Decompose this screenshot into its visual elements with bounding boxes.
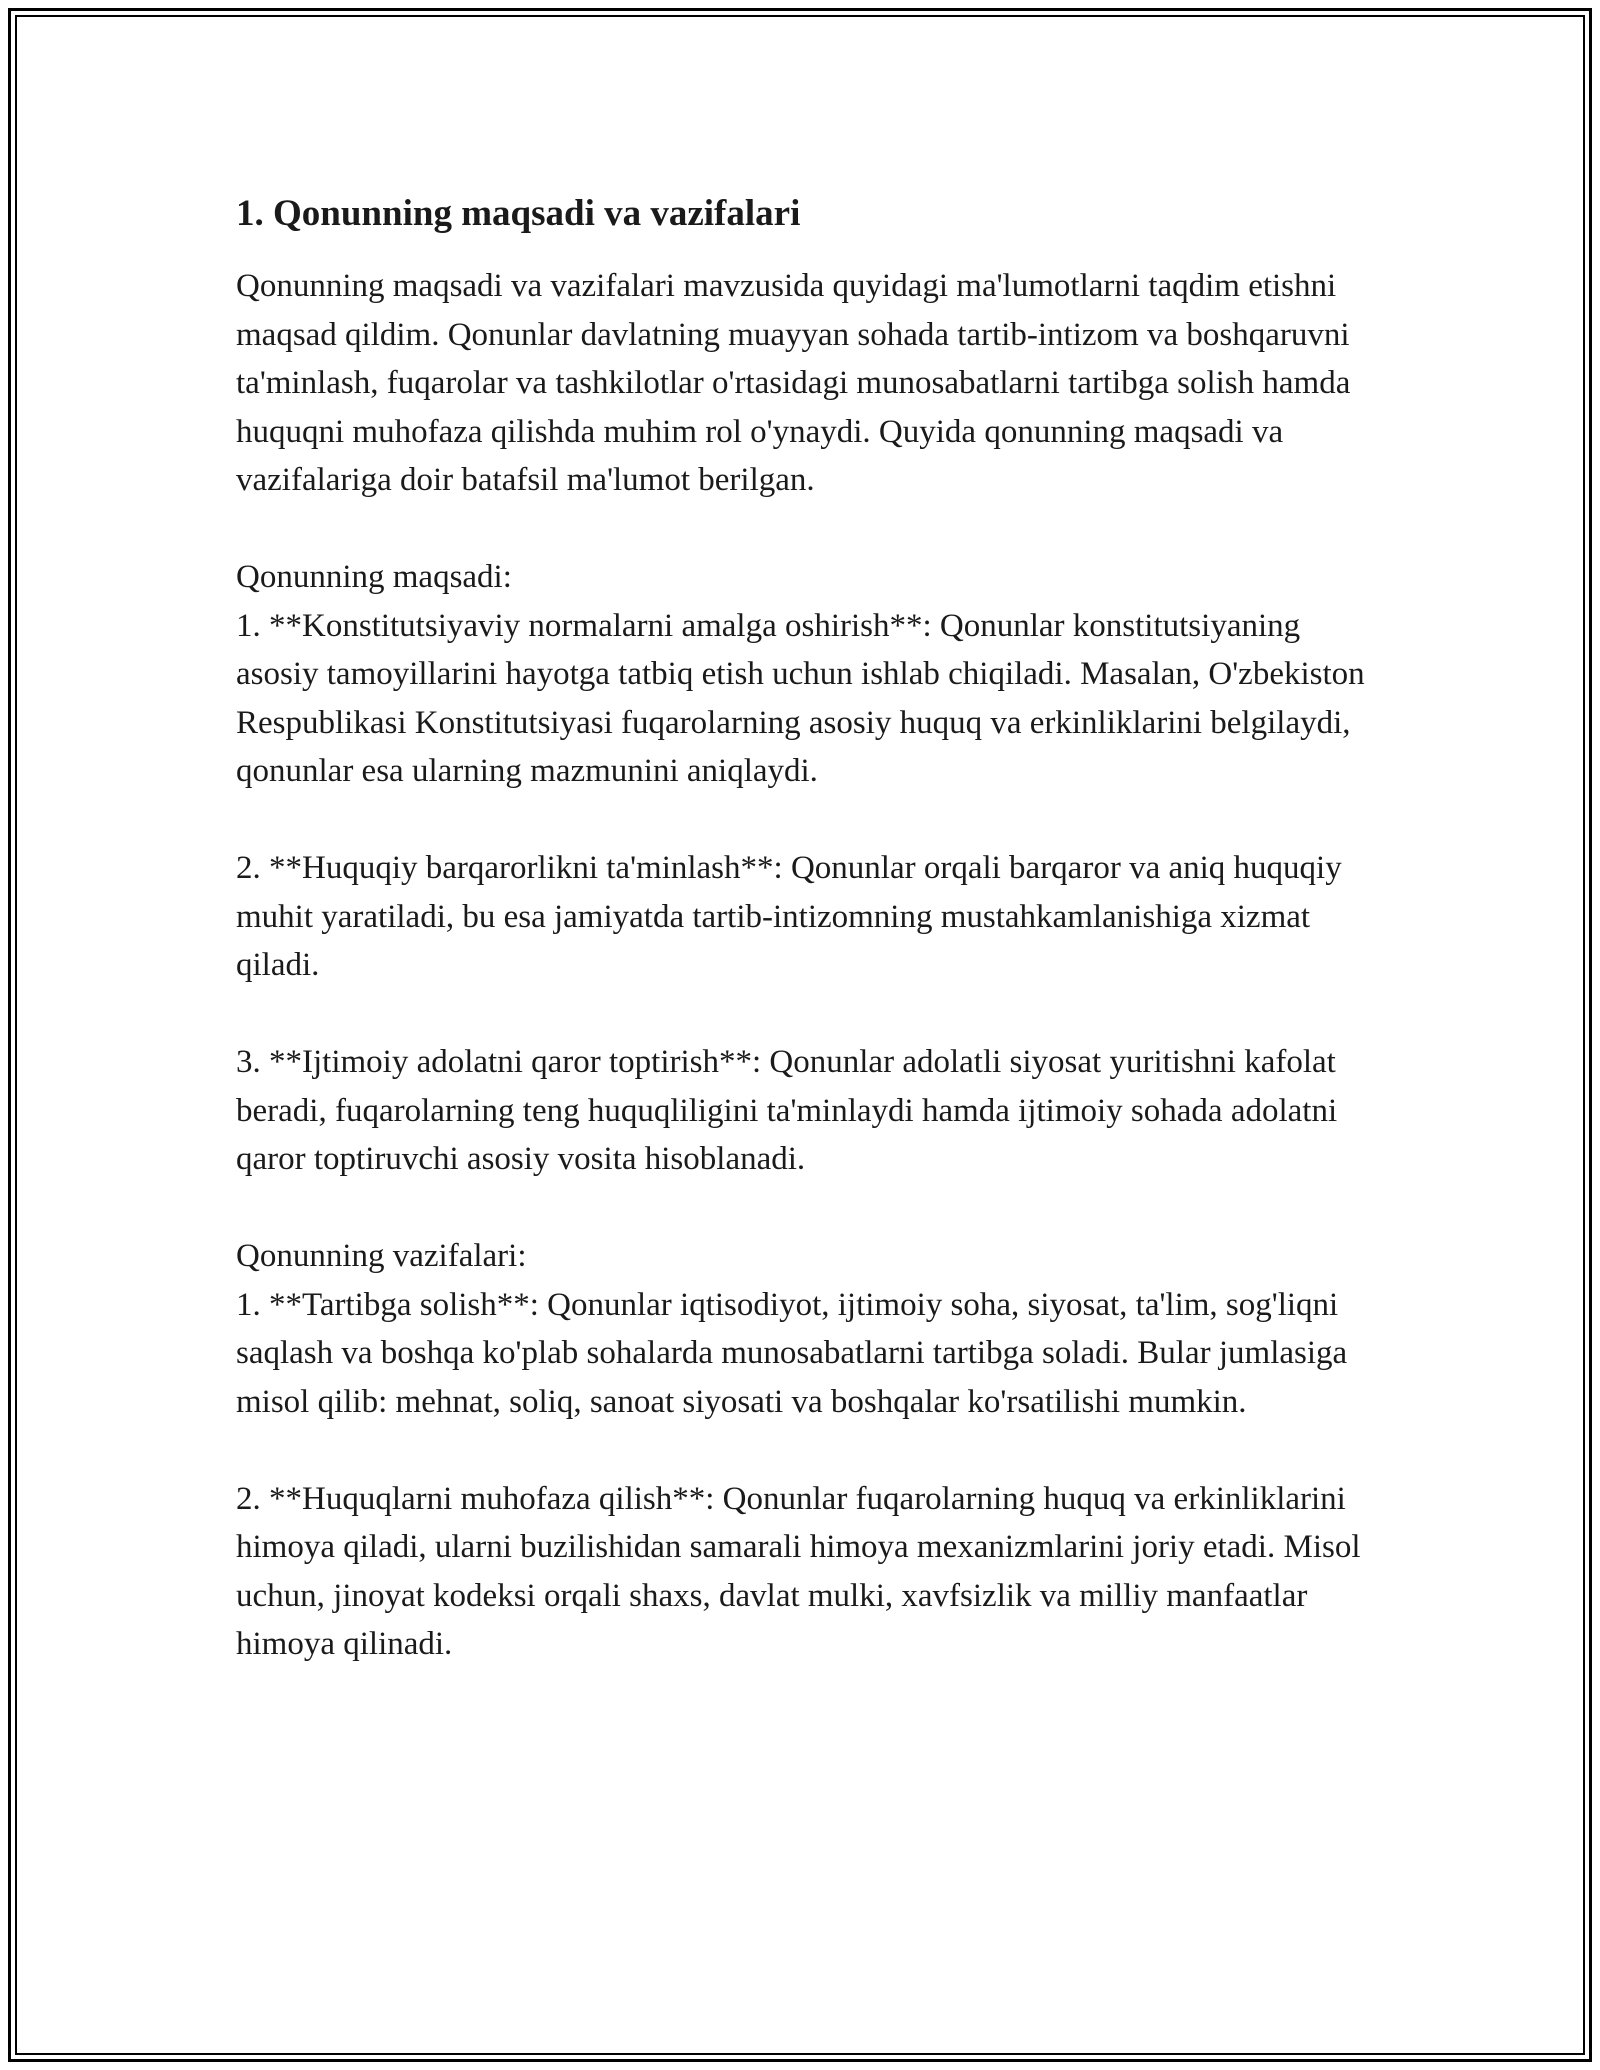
document-title: 1. Qonunning maqsadi va vazifalari (236, 193, 801, 234)
tasks-heading: Qonunning vazifalari: (236, 1238, 527, 1274)
paragraph-spacer (236, 1426, 1381, 1475)
goal-item: 3. **Ijtimoiy adolatni qaror toptirish**: Qonunlar adolatli siyosat yuritishni kafolat beradi, fuqarolarning teng huquqliligini ta'minlaydi hamda ijtimoiy sohada adolatni qaror toptiruvchi asosiy vosita hisoblanadi. (236, 1044, 1338, 1177)
goal-item: 1. **Konstitutsiyaviy normalarni amalga oshirish**: Qonunlar konstitutsiyaning asosiy tamoyillarini hayotga tatbiq etish uchun ishlab chiqiladi. Masalan, O'zbekiston Respublikasi Konstitutsiyasi fuqarolarning asosiy huquq va erkinliklarini belgilaydi, qonunlar esa ularning mazmunini aniqlaydi. (236, 607, 1365, 789)
goal-item: 2. **Huquqiy barqarorlikni ta'minlash**: Qonunlar orqali barqaror va aniq huquqiy muhit yaratiladi, bu esa jamiyatda tartib-intizomning mustahkamlanishiga xizmat qiladi. (236, 850, 1342, 983)
paragraph-spacer (236, 505, 1381, 554)
paragraph-spacer (236, 796, 1381, 845)
paragraph-spacer (236, 1184, 1381, 1233)
task-item: 1. **Tartibga solish**: Qonunlar iqtisodiyot, ijtimoiy soha, siyosat, ta'lim, sog'liqni saqlash va boshqa ko'plab sohalarda munosabatlarni tartibga soladi. Bular jumlasiga misol qilib: mehnat, soliq, sanoat siyosati va boshqalar ko'rsatilishi mumkin. (236, 1286, 1348, 1420)
intro-paragraph: Qonunning maqsadi va vazifalari mavzusida quyidagi ma'lumotlarni taqdim etishni maqsad qildim. Qonunlar davlatning muayyan sohada tartib-intizom va boshqaruvni ta'minlash, fuqarolar va tashkilotlar o'rtasidagi munosabatlarni tartibga solish hamda huquqni muhofaza qilishda muhim rol o'ynaydi. Quyida qonunning maqsadi va vazifalariga doir batafsil ma'lumot berilgan. (236, 268, 1351, 498)
paragraph-spacer (236, 990, 1381, 1039)
goals-heading: Qonunning maqsadi: (236, 559, 512, 595)
document-body (236, 186, 1381, 1669)
task-item: 2. **Huquqlarni muhofaza qilish**: Qonunlar fuqarolarning huquq va erkinliklarini himoya qiladi, ularni buzilishidan samarali himoya mexanizmlarini joriy etadi. Misol uchun, jinoyat kodeksi orqali shaxs, davlat mulki, xavfsizlik va milliy manfaatlar himoya qilinadi. (236, 1480, 1361, 1662)
